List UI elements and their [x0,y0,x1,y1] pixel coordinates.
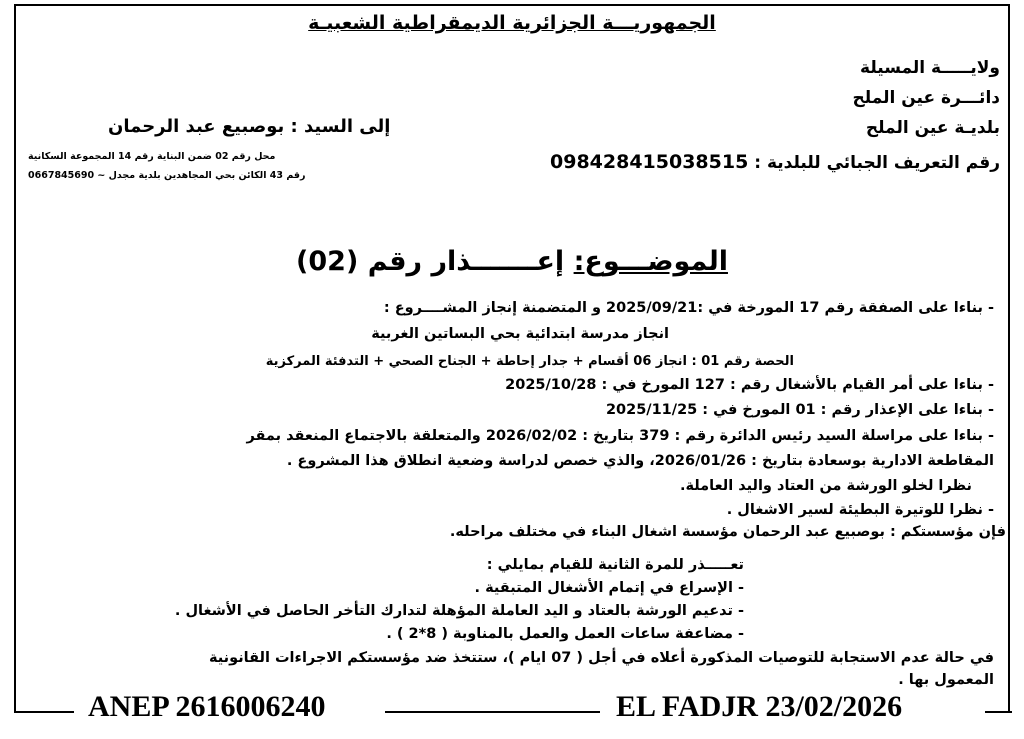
frame-top-border [14,4,1010,6]
body-line: تعـــــذر للمرة الثانية للقيام بمايلي : [486,557,744,573]
body-line: انجاز مدرسة ابتدائية بحي البساتين الغربية [371,326,669,342]
body-line: - تدعيم الورشة بالعتاد و اليد العاملة المؤهلة لتدارك التأخر الحاصل في الأشغال . [174,603,744,619]
issuer-wilaya: ولايـــــة المسيلة [860,58,1000,78]
document-title: الجمهوريـــة الجزائرية الديمقراطية الشعبيـة [308,12,716,34]
footer-newspaper-date: EL FADJR 23/02/2026 [608,690,910,724]
body-line: في حالة عدم الاستجابة للتوصيات المذكورة أعلاه في أجل ( 07 ايام )، ستتخذ ضد مؤسستكم الاجراءات القانونية [208,650,994,666]
body-line: فإن مؤسستكم : بوصبيع عبد الرحمان مؤسسة اشغال البناء في مختلف مراحله. [449,524,1006,540]
subject-label: الموضـــوع: [573,246,728,277]
body-line: الحصة رقم 01 : انجاز 06 أقسام + جدار إحاطة + الجناح الصحي + التدفئة المركزية [265,354,794,369]
body-line: - بناءا على الإعذار رقم : 01 المورخ في : 2025/11/25 [605,402,994,418]
recipient-address-line2: رقم 43 الكائن بحي المجاهدين بلدية مجدل ~ 0667845690 [28,170,306,181]
body-line: - بناءا على أمر القيام بالأشغال رقم : 127 المورخ في : 2025/10/28 [505,377,994,393]
footer-anep-ref: ANEP 2616006240 [80,690,334,724]
footer-rule-right [985,711,1012,713]
body-line: - الإسراع في إتمام الأشغال المتبقية . [474,580,744,596]
recipient-name: إلى السيد : بوصبيع عبد الرحمان [108,116,391,137]
tax-id-value: 098428415038515 [550,151,749,173]
frame-right-border [1008,4,1010,712]
footer-rule-left [14,711,74,713]
issuer-tax-id [550,151,1000,173]
body-line: - نظرا للوتيرة البطيئة لسير الاشغال . [726,502,994,518]
subject-heading [0,246,1024,277]
frame-left-border [14,4,16,712]
body-line: - بناءا على مراسلة السيد رئيس الدائرة رقم : 379 بتاريخ : 2026/02/02 والمتعلقة بالاجتماع المنعقد بمقر [246,428,994,444]
issuer-baladiya: بلديـة عين الملح [865,118,1000,138]
subject-text: إعـــــــذار رقم (02) [296,246,565,277]
body-line: - مضاعفة ساعات العمل والعمل بالمناوبة ( 8*2 ) . [386,626,744,642]
body-line: - بناءا على الصفقة رقم 17 المورخة في :2025/09/21 و المتضمنة إنجاز المشــــروع : [383,300,994,316]
tax-id-label: رقم التعريف الجبائي للبلدية : [754,153,1000,173]
body-line: نظرا لخلو الورشة من العتاد واليد العاملة. [679,478,972,494]
footer-rule-middle [385,711,600,713]
recipient-address-line1: محل رقم 02 ضمن البناية رقم 14 المجموعة السكانية [28,151,276,162]
body-line: المقاطعة الادارية بوسعادة بتاريخ : 2026/01/26، والذي خصص لدراسة وضعية انطلاق هذا المشروع . [286,453,994,469]
issuer-daira: دائـــرة عين الملح [852,88,1000,108]
body-line: المعمول بها . [898,672,994,688]
